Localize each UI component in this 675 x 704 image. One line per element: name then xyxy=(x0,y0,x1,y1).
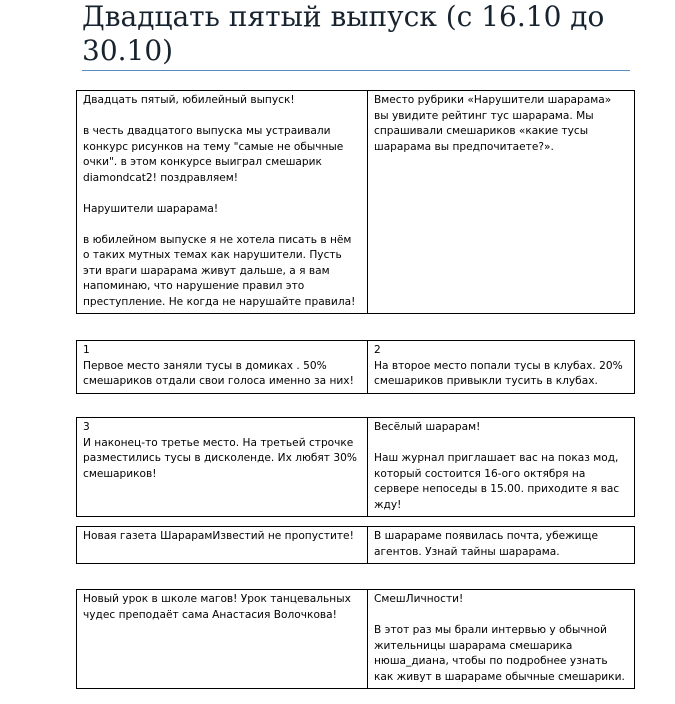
box4-right-cell xyxy=(368,527,635,564)
anniversary-heading: Двадцать пятый, юбилейный выпуск! xyxy=(83,94,295,106)
fashion-show-paragraph: Наш журнал приглашает вас на показ мод, который состоится 16-ого октября на сервере непоседы в 15.00. приходите я вас жду! xyxy=(374,452,620,511)
box5-right-cell xyxy=(368,590,635,689)
box-news xyxy=(76,526,635,564)
personalities-heading: СмешЛичности! xyxy=(374,593,464,605)
contest-paragraph: в честь двадцатого выпуска мы устраивали конкурс рисунков на тему "самые не обычные очки". в этом конкурсе выиграл смешарик diamondcat2! поздравляем! xyxy=(83,125,344,184)
rank-2-text: На второе место попали тусы в клубах. 20% смешариков привыкли тусить в клубах. xyxy=(374,359,623,387)
mail-text: В шарараме появилась почта, убежище агентов. Узнай тайны шарарама. xyxy=(374,530,599,558)
box5-left-cell xyxy=(77,590,368,689)
page-title: Двадцать пятый выпуск (с 16.10 до 30.10) xyxy=(82,0,605,67)
box2-left-cell xyxy=(77,341,368,394)
box2-right-cell xyxy=(368,341,635,394)
box-rating-3-fun xyxy=(76,417,635,517)
newspaper-text: Новая газета ШарарамИзвестий не пропустите! xyxy=(83,530,354,542)
fun-heading: Весёлый шарарам! xyxy=(374,421,481,433)
box-lesson-personalities xyxy=(76,589,635,689)
magic-lesson-text: Новый урок в школе магов! Урок танцевальных чудес преподаёт сама Анастасия Волочкова! xyxy=(83,593,351,621)
rank-1-text: Первое место заняли тусы в домиках . 50% смешариков отдали свои голоса именно за них! xyxy=(83,359,354,387)
box1-right-cell xyxy=(368,91,635,314)
violators-paragraph: в юбилейном выпуске я не хотела писать в нём о таких мутных темах как нарушители. Пусть эти враги шарарама живут дальше, а я вам напоминаю, что нарушение правил это преступление. Не когда не нарушайте правила! xyxy=(83,233,356,308)
box4-left-cell xyxy=(77,527,368,564)
box-rating-1-2 xyxy=(76,340,635,394)
box3-right-cell xyxy=(368,418,635,517)
title-underline xyxy=(82,70,630,71)
rating-paragraph: Вместо рубрики «Нарушители шарарама» вы увидите рейтинг тус шарарама. Мы спрашивали смешариков «какие тусы шарарама вы предпочитаете?». xyxy=(374,94,612,153)
rank-3-text: И наконец-то третье место. На третьей строчке разместились тусы в дисколенде. Их любят 30% смешариков! xyxy=(83,436,357,480)
rank-number-2: 2 xyxy=(374,344,381,356)
rank-number-3: 3 xyxy=(83,421,90,433)
box3-left-cell xyxy=(77,418,368,517)
violators-heading: Нарушители шарарама! xyxy=(83,202,219,215)
box-anniversary xyxy=(76,90,635,314)
box1-left-cell xyxy=(77,91,368,314)
interview-paragraph: В этот раз мы брали интервью у обычной жительницы шарарама смешарика нюша_диана, чтобы по подробнее узнать как живут в шарараме обычные смешарики. xyxy=(374,624,625,683)
rank-number-1: 1 xyxy=(83,344,90,356)
